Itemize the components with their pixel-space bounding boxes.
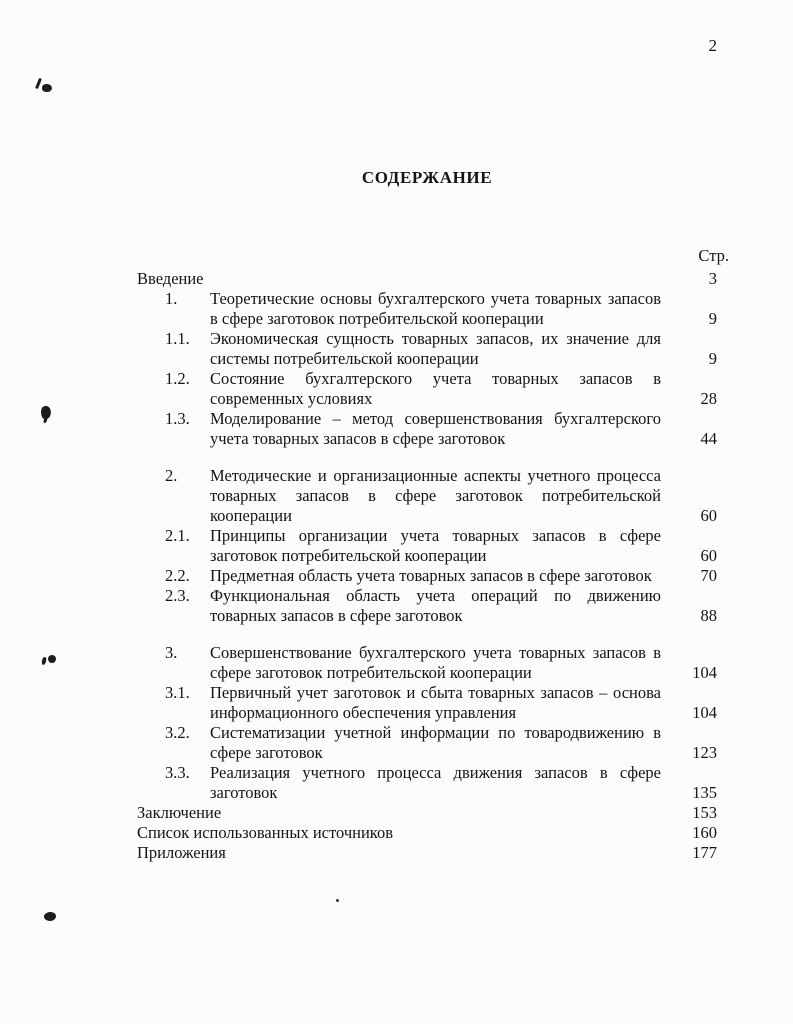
toc-entry [137, 329, 717, 369]
ink-blot-artifact [42, 84, 52, 92]
toc-entry-number: 2. [165, 466, 178, 485]
toc-entry-text: Реализация учетного процесса движения запасов в сфере заготовок [210, 763, 661, 802]
toc-entry-text: Введение [137, 269, 204, 288]
toc-entry-page: 104 [692, 663, 717, 682]
toc-entry-text: Список использованных источников [137, 823, 393, 842]
toc-entry [137, 643, 717, 683]
toc-entry-number: 2.3. [165, 586, 190, 605]
toc-entry [137, 409, 717, 449]
toc-entry-text: Предметная область учета товарных запасов в сфере заготовок [210, 566, 652, 585]
ink-blot-artifact [41, 657, 47, 666]
toc-entry-number: 2.2. [165, 566, 190, 585]
toc-entry-text: Заключение [137, 803, 222, 822]
ink-blot-artifact [48, 655, 56, 663]
toc-entry [137, 466, 717, 526]
toc-entry-page: 104 [692, 703, 717, 722]
toc-entry [137, 723, 717, 763]
toc-entry [137, 269, 717, 289]
toc-entry-page: 88 [700, 606, 717, 625]
toc-entry-text: Первичный учет заготовок и сбыта товарных запасов – основа информационного обеспечения управления [210, 683, 661, 722]
toc-entry-text: Состояние бухгалтерского учета товарных запасов в современных условиях [210, 369, 661, 408]
toc-entry-number: 3.3. [165, 763, 190, 782]
toc-entry-page: 160 [692, 823, 717, 842]
toc-entry [137, 823, 717, 843]
ink-blot-artifact [43, 911, 56, 922]
ink-blot-artifact [43, 417, 48, 424]
toc-entry-text: Экономическая сущность товарных запасов, их значение для системы потребительской кооперации [210, 329, 661, 368]
toc-entry-number: 1.3. [165, 409, 190, 428]
toc-entry [137, 369, 717, 409]
toc-entry-text: Функциональная область учета операций по движению товарных запасов в сфере заготовок [210, 586, 661, 625]
toc-entry-text: Методические и организационные аспекты учетного процесса товарных запасов в сфере заготовок потребительской кооперации [210, 466, 661, 525]
toc-entry-page: 60 [700, 506, 717, 525]
toc-entry-page: 153 [692, 803, 717, 822]
toc-entry-number: 3.1. [165, 683, 190, 702]
toc-entry-page: 44 [700, 429, 717, 448]
toc-entry [137, 289, 717, 329]
toc-entry [137, 763, 717, 803]
page-column-header: Стр. [698, 246, 729, 265]
toc-entry-text: Совершенствование бухгалтерского учета товарных запасов в сфере заготовок потребительской кооперации [210, 643, 661, 682]
toc-entry-page: 70 [700, 566, 717, 585]
toc-entry-page: 9 [708, 349, 717, 368]
toc-entry-page: 28 [700, 389, 717, 408]
page-title: СОДЕРЖАНИЕ [361, 168, 493, 187]
toc-entry [137, 803, 717, 823]
page-number: 2 [708, 36, 717, 55]
toc-entry-page: 135 [692, 783, 717, 802]
toc-entry [137, 683, 717, 723]
toc-entry-number: 2.1. [165, 526, 190, 545]
toc-entry-number: 3. [165, 643, 178, 662]
toc-entry [137, 843, 717, 863]
toc-entry [137, 566, 717, 586]
toc-entry-page: 3 [708, 269, 717, 288]
toc-entry [137, 526, 717, 566]
toc-entry-page: 9 [708, 309, 717, 328]
ink-blot-artifact [35, 78, 42, 89]
toc-entry-text: Моделирование – метод совершенствования бухгалтерского учета товарных запасов в сфере заготовок [210, 409, 661, 448]
toc-entry-page: 123 [692, 743, 717, 762]
toc-entry-text: Теоретические основы бухгалтерского учета товарных запасов в сфере заготовок потребительской кооперации [210, 289, 661, 328]
table-of-contents [137, 246, 729, 863]
toc-entry-number: 1.2. [165, 369, 190, 388]
toc-entry-text: Систематизации учетной информации по товародвижению в сфере заготовок [210, 723, 661, 762]
speck-artifact [336, 899, 339, 902]
toc-entry-page: 60 [700, 546, 717, 565]
toc-entry-number: 1. [165, 289, 178, 308]
toc-list [137, 269, 717, 863]
toc-entry-text: Приложения [137, 843, 226, 862]
toc-entry [137, 586, 717, 626]
toc-entry-number: 3.2. [165, 723, 190, 742]
toc-entry-number: 1.1. [165, 329, 190, 348]
toc-entry-text: Принципы организации учета товарных запасов в сфере заготовок потребительской кооперации [210, 526, 661, 565]
toc-entry-page: 177 [692, 843, 717, 862]
